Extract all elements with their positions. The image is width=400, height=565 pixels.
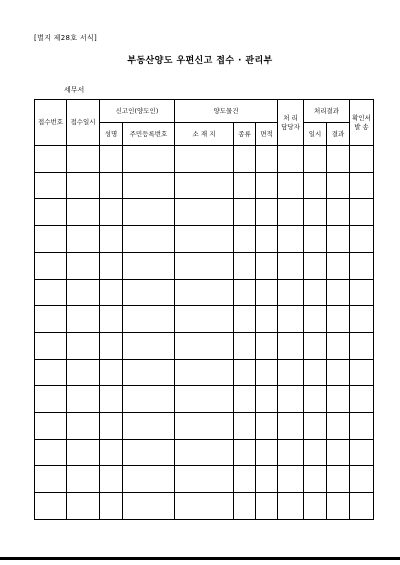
table-cell [175, 332, 234, 359]
table-cell [327, 226, 350, 253]
table-row [35, 413, 374, 440]
table-cell [304, 386, 327, 413]
table-cell [234, 493, 256, 520]
table-cell [327, 386, 350, 413]
table-cell [123, 306, 175, 333]
table-cell [35, 439, 67, 466]
table-row [35, 332, 374, 359]
table-cell [278, 199, 304, 226]
table-cell [304, 146, 327, 173]
table-cell [67, 172, 100, 199]
table-cell [278, 332, 304, 359]
table-cell [278, 172, 304, 199]
header-property-area: 면적 [256, 123, 278, 146]
table-cell [327, 172, 350, 199]
table-row [35, 279, 374, 306]
table-cell [175, 279, 234, 306]
table-cell [67, 199, 100, 226]
table-cell [67, 386, 100, 413]
header-property-location: 소 재 지 [175, 123, 234, 146]
table-cell [278, 306, 304, 333]
table-cell [67, 493, 100, 520]
table-row [35, 493, 374, 520]
table-cell [175, 413, 234, 440]
table-cell [100, 439, 123, 466]
table-cell [67, 332, 100, 359]
table-cell [350, 146, 374, 173]
table-cell [175, 493, 234, 520]
table-cell [67, 466, 100, 493]
table-cell [304, 172, 327, 199]
table-cell [256, 146, 278, 173]
table-row [35, 359, 374, 386]
table-cell [35, 413, 67, 440]
table-cell [234, 413, 256, 440]
table-cell [35, 226, 67, 253]
table-cell [100, 199, 123, 226]
page-bottom-rule [0, 557, 400, 560]
header-receipt-number: 접수번호 [35, 100, 67, 146]
table-row [35, 306, 374, 333]
table-row [35, 226, 374, 253]
table-cell [278, 493, 304, 520]
table-cell [100, 226, 123, 253]
table-cell [256, 439, 278, 466]
table-cell [350, 226, 374, 253]
table-row [35, 386, 374, 413]
table-cell [123, 386, 175, 413]
table-cell [350, 332, 374, 359]
table-cell [278, 252, 304, 279]
table-cell [256, 306, 278, 333]
table-cell [256, 493, 278, 520]
table-cell [327, 439, 350, 466]
table-cell [67, 439, 100, 466]
table-cell [256, 359, 278, 386]
table-cell [256, 226, 278, 253]
table-cell [100, 466, 123, 493]
table-cell [327, 466, 350, 493]
table-cell [123, 413, 175, 440]
table-cell [327, 493, 350, 520]
table-cell [350, 199, 374, 226]
table-cell [304, 493, 327, 520]
table-cell [256, 466, 278, 493]
table-cell [327, 306, 350, 333]
table-cell [256, 386, 278, 413]
table-cell [100, 252, 123, 279]
table-cell [234, 172, 256, 199]
table-cell [350, 252, 374, 279]
table-cell [67, 359, 100, 386]
table-cell [175, 466, 234, 493]
table-cell [175, 172, 234, 199]
table-cell [175, 306, 234, 333]
table-cell [123, 252, 175, 279]
table-cell [100, 493, 123, 520]
table-cell [278, 413, 304, 440]
table-cell [35, 279, 67, 306]
table-cell [123, 199, 175, 226]
table-cell [350, 172, 374, 199]
table-cell [304, 199, 327, 226]
table-cell [234, 146, 256, 173]
table-cell [175, 386, 234, 413]
header-reporter-name: 성명 [100, 123, 123, 146]
table-cell [35, 386, 67, 413]
table-cell [304, 306, 327, 333]
table-cell [234, 226, 256, 253]
table-cell [100, 332, 123, 359]
table-cell [234, 386, 256, 413]
header-result-group: 처리결과 [304, 100, 350, 123]
table-cell [123, 359, 175, 386]
table-cell [175, 199, 234, 226]
table-cell [350, 493, 374, 520]
table-cell [304, 279, 327, 306]
table-cell [123, 172, 175, 199]
table-cell [278, 466, 304, 493]
table-row [35, 466, 374, 493]
table-cell [35, 199, 67, 226]
table-cell [175, 439, 234, 466]
table-cell [123, 146, 175, 173]
table-cell [256, 279, 278, 306]
table-cell [67, 306, 100, 333]
table-cell [304, 439, 327, 466]
table-cell [234, 359, 256, 386]
table-cell [123, 493, 175, 520]
table-cell [234, 466, 256, 493]
table-cell [35, 172, 67, 199]
table-cell [175, 226, 234, 253]
table-cell [67, 146, 100, 173]
table-cell [175, 359, 234, 386]
table-cell [350, 306, 374, 333]
table-cell [256, 172, 278, 199]
table-cell [100, 386, 123, 413]
table-cell [304, 332, 327, 359]
table-cell [35, 466, 67, 493]
table-cell [278, 279, 304, 306]
table-cell [234, 252, 256, 279]
table-cell [35, 359, 67, 386]
table-cell [350, 386, 374, 413]
table-cell [350, 439, 374, 466]
table-cell [123, 332, 175, 359]
table-cell [100, 306, 123, 333]
tax-office-label: 세무서 [64, 86, 85, 94]
table-cell [304, 413, 327, 440]
table-cell [256, 199, 278, 226]
header-reporter-id: 주민등록번호 [123, 123, 175, 146]
header-result-outcome: 결과 [327, 123, 350, 146]
table-cell [278, 146, 304, 173]
header-result-date: 일시 [304, 123, 327, 146]
table-cell [278, 439, 304, 466]
header-receipt-date: 접수일시 [67, 100, 100, 146]
register-body [35, 146, 374, 520]
table-row [35, 172, 374, 199]
table-cell [327, 279, 350, 306]
table-cell [234, 279, 256, 306]
table-cell [327, 413, 350, 440]
header-reporter-group: 신고인(양도인) [100, 100, 175, 123]
register-table [34, 99, 374, 520]
table-cell [304, 359, 327, 386]
table-cell [327, 146, 350, 173]
table-cell [67, 252, 100, 279]
table-cell [234, 332, 256, 359]
table-cell [123, 279, 175, 306]
table-cell [350, 466, 374, 493]
table-cell [304, 252, 327, 279]
table-cell [234, 306, 256, 333]
table-cell [67, 226, 100, 253]
table-cell [100, 359, 123, 386]
table-cell [100, 279, 123, 306]
table-row [35, 199, 374, 226]
table-cell [35, 493, 67, 520]
table-cell [278, 386, 304, 413]
table-cell [327, 252, 350, 279]
table-cell [256, 252, 278, 279]
header-confirmation-sent: 확인서 발 송 [350, 100, 374, 146]
table-cell [234, 439, 256, 466]
table-cell [123, 466, 175, 493]
table-cell [175, 146, 234, 173]
header-property-type: 종류 [234, 123, 256, 146]
table-cell [123, 439, 175, 466]
table-cell [100, 146, 123, 173]
table-cell [304, 466, 327, 493]
table-cell [327, 359, 350, 386]
table-cell [123, 226, 175, 253]
header-handler: 처 리 담당자 [278, 100, 304, 146]
table-cell [175, 252, 234, 279]
table-cell [350, 279, 374, 306]
table-cell [100, 172, 123, 199]
table-cell [67, 279, 100, 306]
table-cell [350, 359, 374, 386]
table-cell [304, 226, 327, 253]
table-cell [35, 146, 67, 173]
table-cell [35, 306, 67, 333]
table-cell [278, 226, 304, 253]
table-cell [35, 332, 67, 359]
table-row [35, 146, 374, 173]
table-cell [35, 252, 67, 279]
table-cell [100, 413, 123, 440]
table-cell [327, 199, 350, 226]
table-cell [327, 332, 350, 359]
table-cell [67, 413, 100, 440]
table-cell [278, 359, 304, 386]
table-row [35, 439, 374, 466]
form-number: [별지 제28호 서식] [34, 34, 97, 42]
table-cell [256, 413, 278, 440]
table-cell [350, 413, 374, 440]
form-title: 부동산양도 우편신고 접수 · 관리부 [127, 56, 273, 66]
table-cell [256, 332, 278, 359]
table-row [35, 252, 374, 279]
header-property-group: 양도물건 [175, 100, 278, 123]
table-cell [234, 199, 256, 226]
